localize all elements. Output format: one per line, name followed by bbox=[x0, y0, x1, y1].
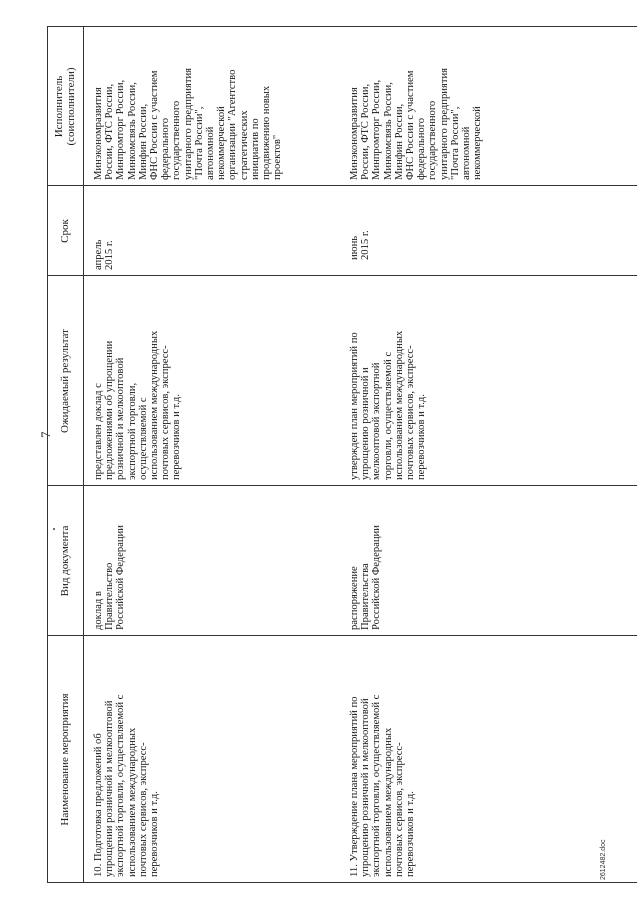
row-11-deadline: июнь 2015 г. bbox=[349, 230, 372, 260]
header-executor: Исполнитель (соисполнители) bbox=[53, 67, 77, 146]
header-bottom-border bbox=[83, 26, 84, 883]
row-10-document-type: доклад в Правительство Российской Федерации bbox=[93, 525, 127, 630]
table-left-border bbox=[47, 882, 637, 883]
row-10-deadline: апрель 2015 г. bbox=[93, 239, 116, 270]
column-divider bbox=[47, 635, 637, 636]
table-right-border bbox=[47, 26, 637, 27]
row-10-executor: Минэкономразвития России, ФТС России, Минпромторг России, Минкомсвязь России, Минфин России, ФНС России с участием федерального государственного унитарного предприятия "Почта России", автономной некоммерческой организации "Агентство стратегических инициатив по продвижению новых проектов" bbox=[93, 68, 284, 180]
row-11-activity-name: 11. Утверждение плана мероприятий по упрощению розничной и мелкооптовой экспортной торговли, осуществляемой с использованием международных почтовых сервисов, экспресс- перевозчиков и т.д. bbox=[349, 694, 417, 877]
activities-table bbox=[47, 26, 637, 883]
header-expected-result: Ожидаемый результат bbox=[59, 329, 71, 433]
header-deadline: Срок bbox=[59, 219, 71, 243]
row-11-executor: Минэкономразвития России, ФТС России, Минпромторг России, Минкомсвязь России, Минфин России, ФНС России с участием федерального государственного унитарного предприятия "Почта России", автономной некоммерческой bbox=[349, 68, 484, 180]
column-divider bbox=[47, 275, 637, 276]
row-10-expected-result: представлен доклад с предложениями об упрощении розничной и мелкооптовой экспортной торговли, осуществляемой с использованием международных почтовых сервисов, экспресс- перевозчиков и т.д. bbox=[93, 330, 183, 480]
row-10-activity-name: 10. Подготовка предложений об упрощении розничной и мелкооптовой экспортной торговли, осуществляемой с использованием международных почтовых сервисов, экспресс- перевозчиков и т.д. bbox=[93, 694, 161, 877]
row-11-document-type: распоряжение Правительства Российской Федерации bbox=[349, 525, 383, 630]
column-divider bbox=[47, 185, 637, 186]
header-activity-name: Наименование мероприятия bbox=[59, 693, 71, 826]
page-number: 7 bbox=[38, 431, 53, 438]
column-divider bbox=[47, 485, 637, 486]
row-11-expected-result: утвержден план мероприятий по упрощению розничной и мелкооптовой экспортной торговли, осуществляемой с использованием международных почтовых сервисов, экспресс- перевозчиков и т.д. bbox=[349, 330, 428, 480]
file-reference: 2612482.doc bbox=[600, 839, 607, 880]
header-document-type: Вид документа bbox=[59, 525, 71, 597]
